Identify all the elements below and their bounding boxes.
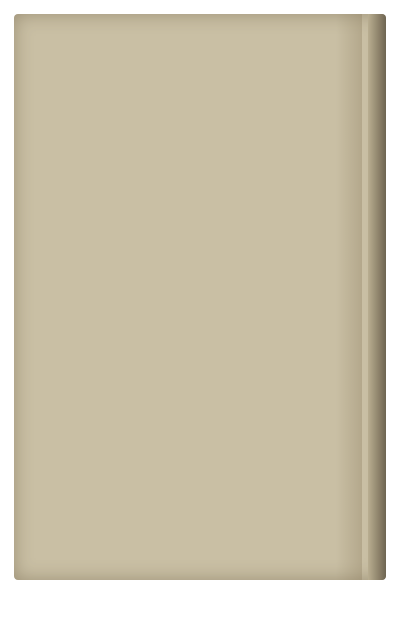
book-page	[14, 14, 386, 580]
book-spine	[368, 14, 386, 580]
page-shadow	[336, 14, 362, 580]
